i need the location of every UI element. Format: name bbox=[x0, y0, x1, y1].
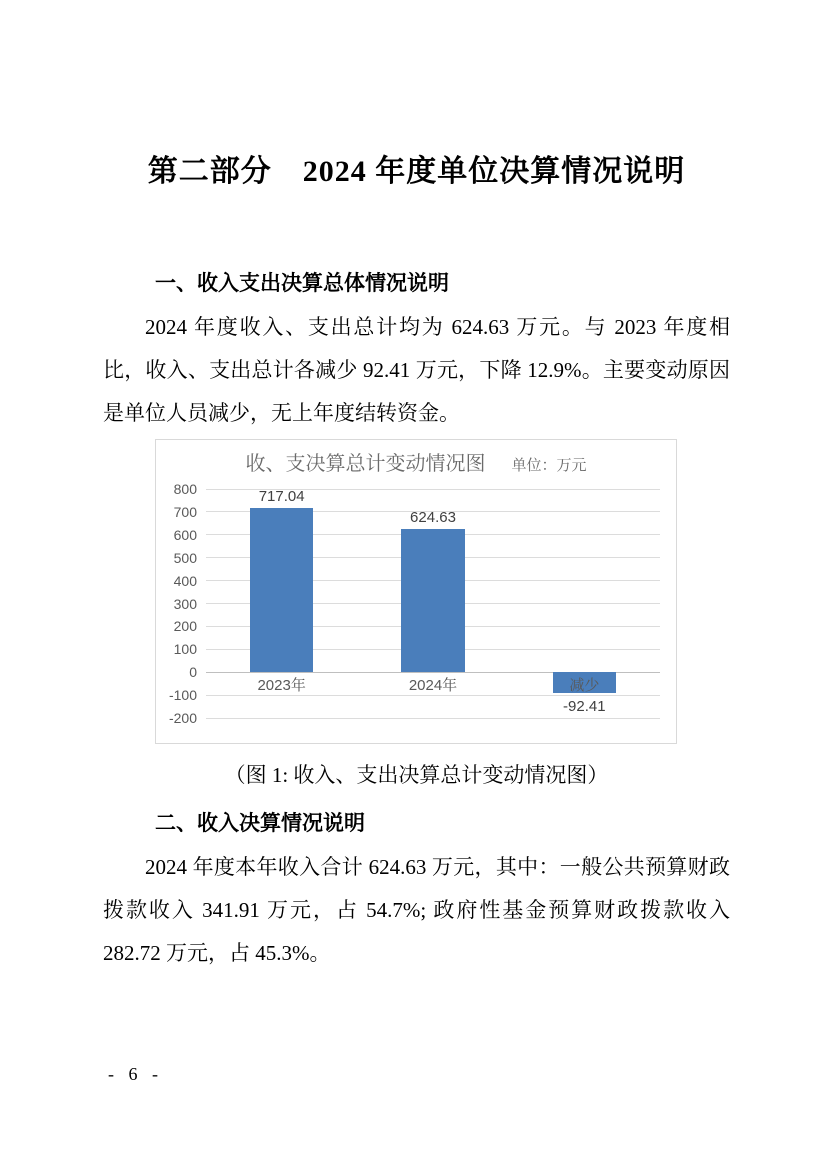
gridline bbox=[206, 718, 660, 719]
page-title: 第二部分 2024 年度单位决算情况说明 bbox=[147, 155, 686, 188]
y-tick-label: 600 bbox=[173, 526, 197, 543]
x-category-label: 2023年 bbox=[257, 677, 306, 695]
x-category-label: 减少 bbox=[569, 677, 600, 695]
gridline bbox=[206, 695, 660, 696]
figure-caption: （图 1: 收入、支出决算总计变动情况图） bbox=[224, 763, 609, 787]
section-1-heading: 一、收入支出决算总体情况说明 bbox=[155, 272, 449, 295]
bar-value-label: 624.63 bbox=[410, 509, 456, 527]
chart-bar bbox=[401, 529, 465, 672]
y-tick-label: -100 bbox=[168, 687, 197, 704]
y-tick-label: 800 bbox=[173, 481, 197, 497]
y-tick-label: 500 bbox=[173, 549, 197, 566]
y-tick-label: 100 bbox=[173, 641, 197, 658]
chart-title bbox=[156, 452, 676, 478]
chart-title-text: 收、支决算总计变动情况图 bbox=[245, 453, 486, 475]
text-column bbox=[103, 0, 730, 975]
y-tick-label: -200 bbox=[168, 710, 197, 726]
section-2-heading: 二、收入决算情况说明 bbox=[155, 812, 365, 835]
chart-bar bbox=[250, 508, 314, 672]
bar-value-label: -92.41 bbox=[563, 698, 606, 716]
y-tick-label: 0 bbox=[189, 664, 197, 681]
bar-value-label: 717.04 bbox=[258, 488, 305, 505]
y-tick-label: 300 bbox=[173, 595, 197, 612]
bar-chart bbox=[155, 439, 677, 744]
chart-figure bbox=[103, 439, 730, 790]
section-1-paragraph: 2024 年度收入、支出总计均为 624.63 万元。与 2023 年度相比，收入、支出总计各减少 92.41 万元，下降 12.9%。主要变动原因是单位人员减少，无上年度结转资金。 bbox=[103, 315, 730, 425]
chart-unit-label: 单位：万元 bbox=[511, 457, 587, 474]
page-number: - 6 - bbox=[108, 1064, 163, 1084]
y-tick-label: 700 bbox=[173, 503, 197, 520]
y-tick-label: 400 bbox=[173, 572, 197, 589]
section-2-paragraph: 2024 年度本年收入合计 624.63 万元，其中：一般公共预算财政拨款收入 341.91 万元，占 54.7%; 政府性基金预算财政拨款收入 282.72 万元，占 45.3%。 bbox=[103, 855, 730, 965]
chart-plot bbox=[168, 481, 660, 726]
x-category-label: 2024年 bbox=[408, 677, 458, 695]
y-tick-label: 200 bbox=[173, 618, 197, 635]
